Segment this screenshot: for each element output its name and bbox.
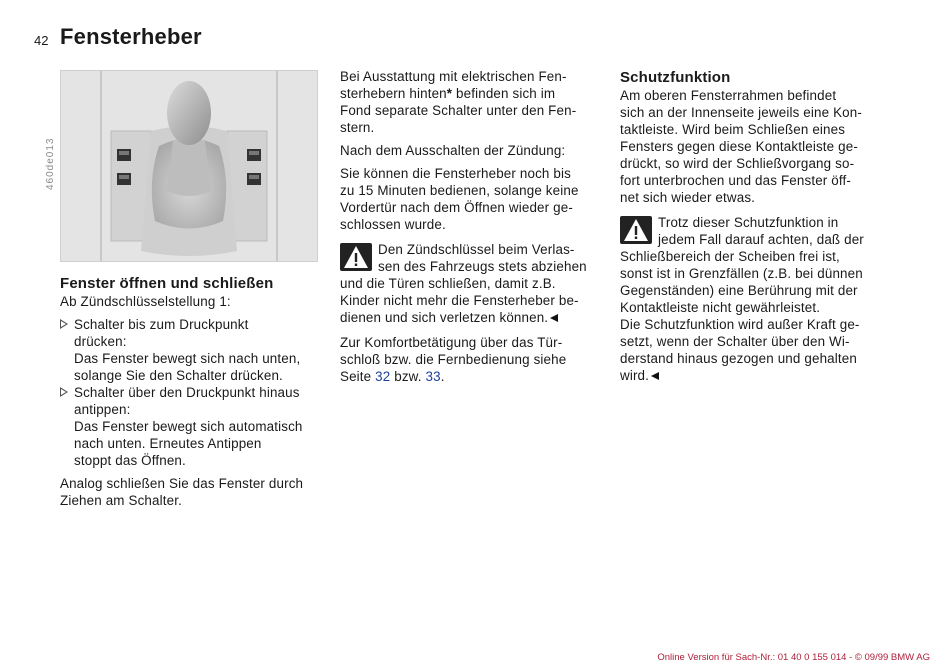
page-link-33[interactable]: 33	[425, 369, 441, 384]
footnote-star: *	[446, 86, 453, 101]
intro-text: Ab Zündschlüsselstellung 1:	[60, 294, 231, 309]
section-heading: Fenster öffnen und schließen	[60, 275, 274, 292]
footer-copyright: Online Version für Sach-Nr.: 01 40 0 155 014 - © 09/99 BMW AG	[657, 652, 930, 663]
list-item: Schalter über den Druckpunkt hinaus antippen: Das Fenster bewegt sich automatisch nach unten. Erneutes Antippen stoppt das Öffnen.	[60, 384, 328, 469]
column-3: Schutzfunktion Am oberen Fensterrahmen befindet sich an der Innenseite jeweils eine Kon- taktleiste. Wird beim Schließen eines Fensters gegen diese Kontaktleiste ge- drückt, so wird der Schließvorgang so- fort unterbrochen und das Fenster öff- net sich wieder etwas. Trotz dieser Schutzfunktion in jedem Fall darauf achten, daß der Schließbereich der Scheiben frei ist, sonst ist in Grenzfällen (z.B. bei dünnen Gegenständen) eine Berührung mit der Kontaktleiste nicht gewährleistet. Die Schutzfunktion wird außer Kraft ge- setzt, wenn der Schalter über den Wi- derstand hinaus gezogen und gehalten wird.	[620, 68, 892, 384]
section-heading: Schutzfunktion	[620, 69, 731, 86]
warning-block: Trotz dieser Schutzfunktion in jedem Fall darauf achten, daß der Schließbereich der Scheiben frei ist, sonst ist in Grenzfällen (z.B. bei dünnen Gegenständen) eine Berührung mit der Kontaktleiste nicht gewährleistet. Die Schutzfunktion wird außer Kraft ge- setzt, wenn der Schalter über den Wi- derstand hinaus gezogen und gehalten wird.	[620, 215, 864, 383]
warning-triangle-icon	[340, 243, 372, 271]
page-link-32[interactable]: 32	[375, 369, 391, 384]
end-marker-icon	[550, 314, 558, 322]
warning-block: Den Zündschlüssel beim Verlas- sen des Fahrzeugs stets abziehen und die Türen schließen, damit z.B. Kinder nicht mehr die Fensterheber be- dienen und sich verletzen können.	[340, 242, 587, 325]
list-item: Schalter bis zum Druckpunkt drücken: Das Fenster bewegt sich nach unten, solange Sie den Schalter drücken.	[60, 316, 328, 384]
center-console-window-switches-image	[61, 71, 317, 261]
end-marker-icon	[651, 372, 659, 380]
column-2: Bei Ausstattung mit elektrischen Fen- sterhebern hinten* befinden sich im Fond separate Schalter unter den Fen- stern. Nach dem Ausschalten der Zündung: Sie können die Fensterheber noch bis zu 15 Minuten bedienen, solange keine Vordertür nach dem Öffnen wieder ge- schlossen wurde. Den Zündschlüssel beim Verlas- sen des Fahrzeugs stets abziehen und die Türen schließen, damit z.B. Kinder nicht mehr die Fensterheber be- dienen und sich verletzen können. Zur Komfortbetätigung über das Tür- schloß bzw. die Fernbedienung siehe Seite 32 bzw. 33.	[340, 68, 608, 385]
triangle-bullet-icon	[60, 387, 68, 397]
warning-triangle-icon	[620, 216, 652, 244]
closing-text: Analog schließen Sie das Fenster durch	[60, 476, 304, 491]
page-number: 42	[34, 33, 49, 48]
triangle-bullet-icon	[60, 319, 68, 329]
page-title: Fensterheber	[60, 24, 202, 49]
column-1: Fenster öffnen und schließen Ab Zündschlüsselstellung 1: Schalter bis zum Druckpunkt drücken: Das Fenster bewegt sich nach unten, solange Sie den Schalter drücken. Schalter über den Druckpunkt hinaus antippen: Das Fenster bewegt sich automatisch nach unten. Erneutes Antippen stoppt das Öffnen. Analog schließen Sie das Fenster durch Ziehen am Schalter.	[60, 274, 328, 509]
figure-code: 460de013	[45, 137, 56, 190]
center-console-figure	[60, 70, 318, 262]
